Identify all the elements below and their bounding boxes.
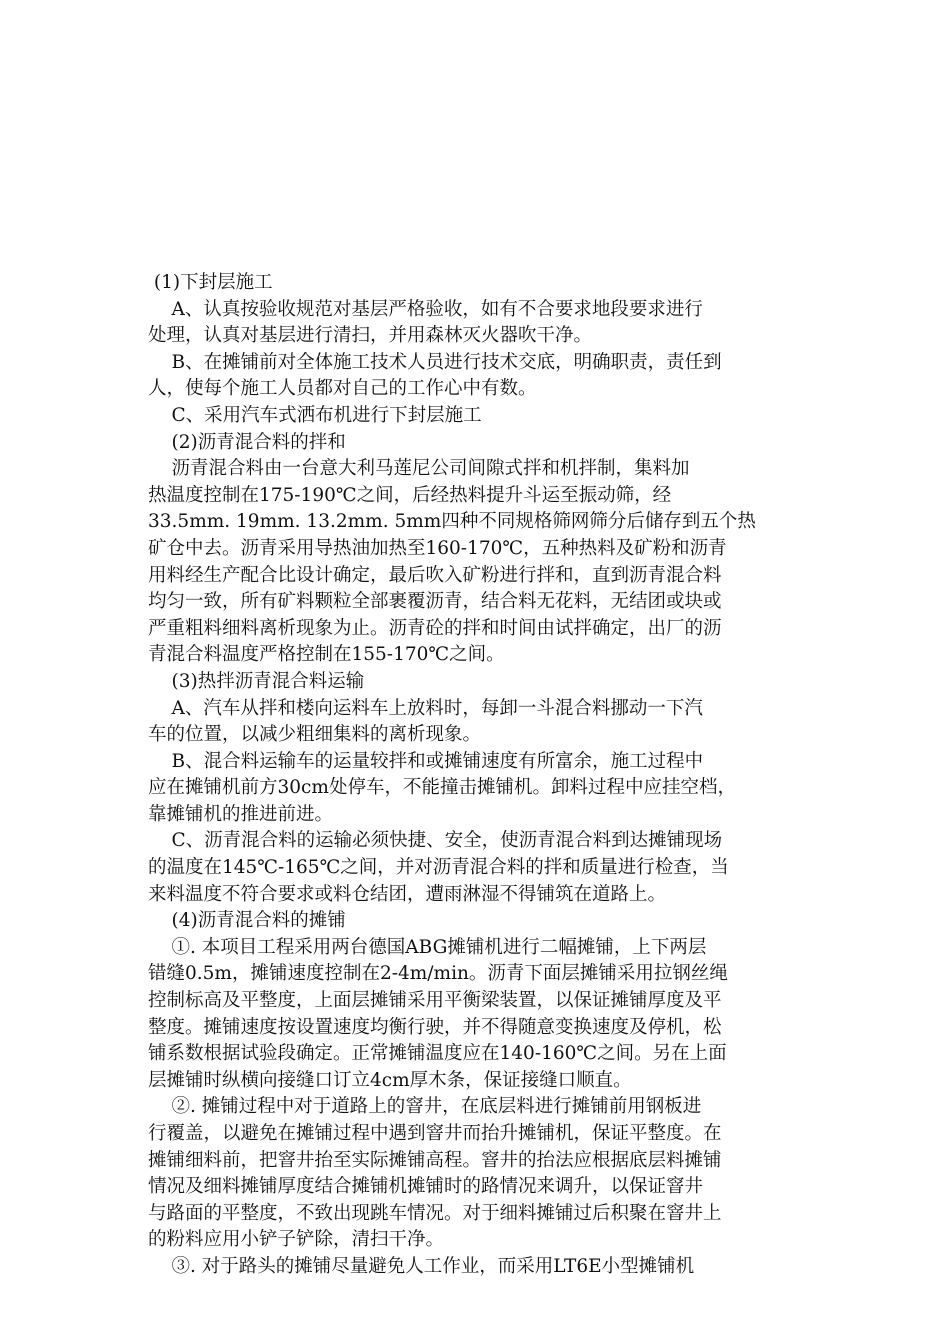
paragraph-line: ③. 对于路头的摊铺尽量避免人工作业，而采用LT6E小型摊铺机 [148, 1255, 695, 1277]
paragraph-line: 严重粗料细料离析现象为止。沥青砼的拌和时间由试拌确定，出厂的沥 [148, 617, 722, 639]
paragraph-line: 矿仓中去。沥青采用导热油加热至160-170℃，五种热料及矿粉和沥青 [148, 537, 727, 559]
paragraph-line: 整度。摊铺速度按设置速度均衡行驶，并不得随意变换速度及停机，松 [148, 1016, 722, 1038]
paragraph-line: 人，使每个施工人员都对自己的工作心中有数。 [148, 378, 537, 400]
section-heading-3: (3)热拌沥青混合料运输 [148, 670, 365, 692]
paragraph-line: 铺系数根据试验段确定。正常摊铺温度应在140-160℃之间。另在上面 [148, 1043, 727, 1065]
paragraph-line: C、沥青混合料的运输必须快捷、安全，使沥青混合料到达摊铺现场 [148, 830, 723, 852]
paragraph-line: 沥青混合料由一台意大利马莲尼公司间隙式拌和机拌制，集料加 [148, 458, 690, 480]
paragraph-line: 摊铺细料前，把窨井抬至实际摊铺高程。窨井的抬法应根据底层料摊铺 [148, 1149, 722, 1171]
paragraph-line: B、在摊铺前对全体施工技术人员进行技术交底，明确职责，责任到 [148, 351, 722, 373]
paragraph-line: A、汽车从拌和楼向运料车上放料时，每卸一斗混合料挪动一下汽 [148, 697, 703, 719]
paragraph-line: 层摊铺时纵横向接缝口订立4cm厚木条，保证接缝口顺直。 [148, 1069, 632, 1091]
paragraph-line: 热温度控制在175-190℃之间，后经热料提升斗运至振动筛，经 [148, 484, 672, 506]
section-heading-2: (2)沥青混合料的拌和 [148, 431, 346, 453]
paragraph-line: ②. 摊铺过程中对于道路上的窨井，在底层料进行摊铺前用钢板进 [148, 1096, 702, 1118]
paragraph-line: 33.5mm. 19mm. 13.2mm. 5mm四种不同规格筛网筛分后储存到五个热 [148, 511, 756, 533]
document-body [148, 270, 828, 1281]
paragraph-line: C、采用汽车式洒布机进行下封层施工 [148, 404, 482, 426]
paragraph-line: 错缝0.5m，摊铺速度控制在2-4m/min。沥青下面层摊铺采用拉钢丝绳 [148, 963, 728, 985]
paragraph-line: 均匀一致，所有矿料颗粒全部裹覆沥青，结合料无花料，无结团或块或 [148, 591, 722, 613]
paragraph-line: 的粉料应用小铲子铲除，清扫干净。 [148, 1229, 445, 1251]
paragraph-line: B、混合料运输车的运量较拌和或摊铺速度有所富余，施工过程中 [148, 750, 704, 772]
paragraph-line: 处理，认真对基层进行清扫，并用森林灭火器吹干净。 [148, 325, 593, 347]
paragraph-line: A、认真按验收规范对基层严格验收，如有不合要求地段要求进行 [148, 298, 703, 320]
paragraph-line: 青混合料温度严格控制在155-170℃之间。 [148, 644, 505, 666]
paragraph-line: 车的位置，以减少粗细集料的离析现象。 [148, 724, 482, 746]
paragraph-line: 应在摊铺机前方30cm处停车，不能撞击摊铺机。卸料过程中应挂空档， [148, 777, 736, 799]
paragraph-line: ①. 本项目工程采用两台德国ABG摊铺机进行二幅摊铺，上下两层 [148, 936, 707, 958]
paragraph-line: 来料温度不符合要求或料仓结团，遭雨淋湿不得铺筑在道路上。 [148, 883, 667, 905]
paragraph-line: 与路面的平整度，不致出现跳车情况。对于细料摊铺过后积聚在窨井上 [148, 1202, 722, 1224]
paragraph-line: 用料经生产配合比设计确定，最后吹入矿粉进行拌和，直到沥青混合料 [148, 564, 722, 586]
paragraph-line: 控制标高及平整度，上面层摊铺采用平衡梁装置，以保证摊铺厚度及平 [148, 990, 722, 1012]
paragraph-line: 行覆盖，以避免在摊铺过程中遇到窨井而抬升摊铺机，保证平整度。在 [148, 1123, 722, 1144]
section-heading-1: (1)下封层施工 [148, 272, 273, 293]
section-heading-4: (4)沥青混合料的摊铺 [148, 910, 346, 932]
paragraph-line: 的温度在145℃-165℃之间，并对沥青混合料的拌和质量进行检查，当 [148, 857, 729, 879]
paragraph-line: 靠摊铺机的推进前进。 [148, 803, 334, 825]
paragraph-line: 情况及细料摊铺厚度结合摊铺机摊铺时的路情况来调升，以保证窨井 [148, 1176, 704, 1198]
